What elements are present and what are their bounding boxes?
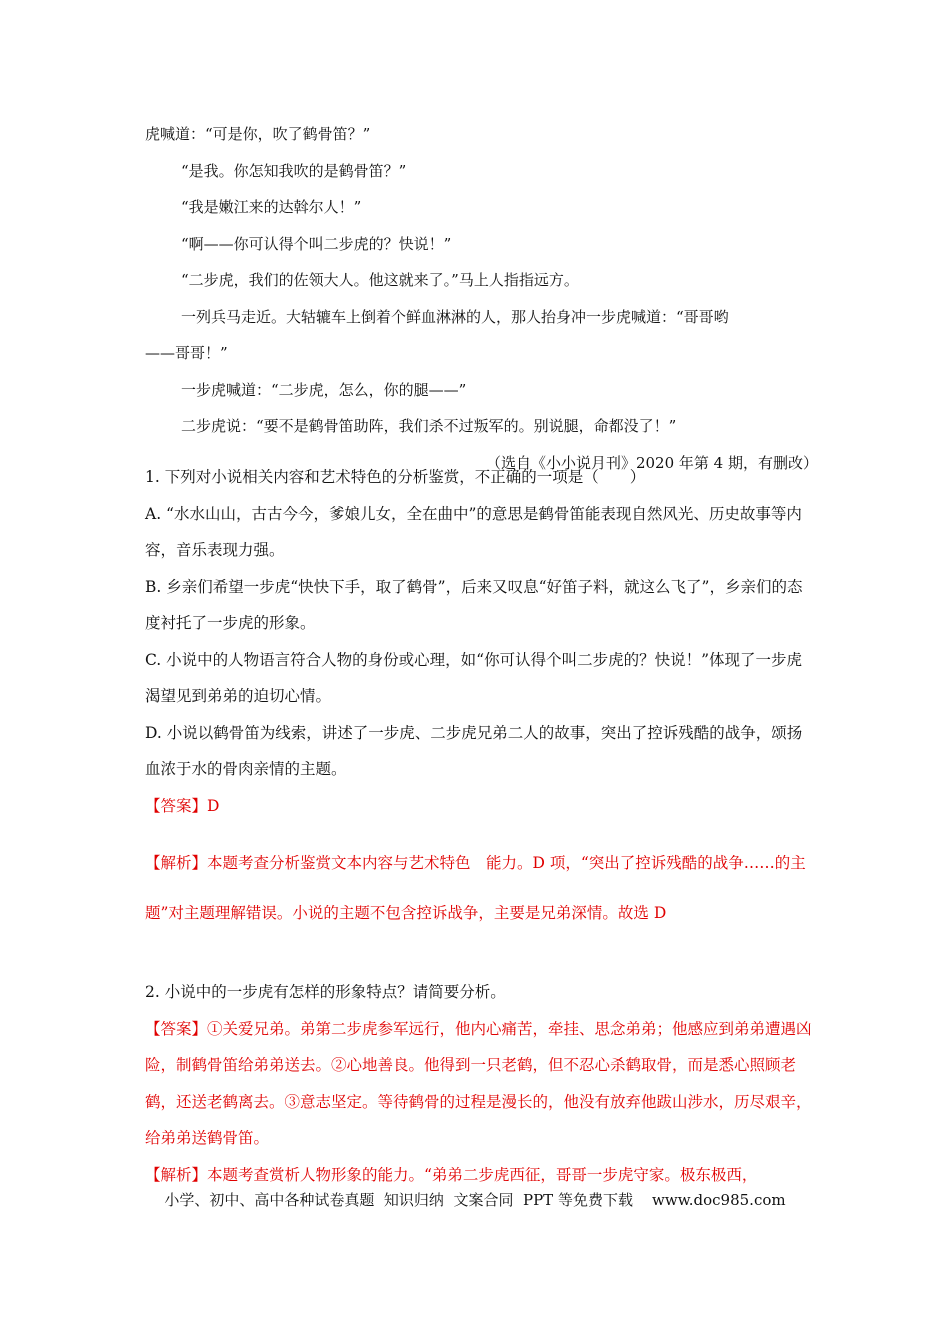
story-source: （选自《小小说月刊》2020 年第 4 期，有删改） xyxy=(485,453,818,472)
story-line: ——哥哥！” xyxy=(145,344,228,362)
story-line: 一步虎喊道：“二步虎，怎么，你的腿——” xyxy=(181,380,467,399)
story-line: “是我。你怎知我吹的是鹤骨笛？” xyxy=(181,161,407,180)
question-1-option-d: D. 小说以鹤骨笛为线索，讲述了一步虎、二步虎兄弟二人的故事，突出了控诉残酷的战争，颂扬血浓于水的骨肉亲情的主题。 xyxy=(145,723,803,778)
story-excerpt xyxy=(145,116,818,481)
question-1-option-b: B. 乡亲们希望一步虎“快快下手，取了鹤骨”，后来又叹息“好笛子料，就这么飞了”，乡亲们的态度衬托了一步虎的形象。 xyxy=(145,577,803,632)
story-line: “啊——你可认得个叫二步虎的？快说！” xyxy=(181,234,452,253)
question-1-option-a: A. “水水山山，古古今今，爹娘儿女，全在曲中”的意思是鹤骨笛能表现自然风光、历史故事等内容，音乐表现力强。 xyxy=(145,504,802,559)
question-2-analysis: 【解析】本题考查赏析人物形象的能力。“弟弟二步虎西征，哥哥一步虎守家。极东极西， xyxy=(145,1165,758,1184)
questions-section xyxy=(145,459,815,1193)
page-footer xyxy=(0,1189,950,1210)
footer-text: 小学、初中、高中各种试卷真题 知识归纳 文案合同 PPT 等免费下载 www.doc985.com xyxy=(164,1191,786,1209)
question-1-stem: 1. 下列对小说相关内容和艺术特色的分析鉴赏，不正确的一项是（ ） xyxy=(145,468,646,486)
question-1-answer: 【答案】D xyxy=(145,796,220,815)
story-line: 二步虎说：“要不是鹤骨笛助阵，我们杀不过叛军的。别说腿，命都没了！” xyxy=(181,417,677,435)
story-line: “我是嫩江来的达斡尔人！” xyxy=(181,198,362,216)
story-line: 虎喊道：“可是你，吹了鹤骨笛？” xyxy=(145,125,371,143)
story-line: “二步虎，我们的佐领大人。他这就来了。”马上人指指远方。 xyxy=(181,271,579,289)
question-1-analysis: 【解析】本题考查分析鉴赏文本内容与艺术特色 能力。D 项，“突出了控诉残酷的战争……的主题”对主题理解错误。小说的主题不包含控诉战争，主要是兄弟深情。故选 D xyxy=(145,854,806,922)
question-2-stem: 2. 小说中的一步虎有怎样的形象特点？请简要分析。 xyxy=(145,983,506,1001)
question-2-answer: 【答案】①关爱兄弟。弟第二步虎参军远行，他内心痛苦，牵挂、思念弟弟；他感应到弟弟遭遇凶险，制鹤骨笛给弟弟送去。②心地善良。他得到一只老鹤，但不忍心杀鹤取骨，而是悉心照顾老鹤，还送老鹤离去。③意志坚定。等待鹤骨的过程是漫长的，他没有放弃他跋山涉水，历尽艰辛，给弟弟送鹤骨笛。 xyxy=(145,1019,812,1147)
story-line: 一列兵马走近。大轱辘车上倒着个鲜血淋淋的人，那人抬身冲一步虎喊道：“哥哥哟 xyxy=(181,307,729,326)
question-1-option-c: C. 小说中的人物语言符合人物的身份或心理，如“你可认得个叫二步虎的？快说！”体现了一步虎渴望见到弟弟的迫切心情。 xyxy=(145,650,803,705)
